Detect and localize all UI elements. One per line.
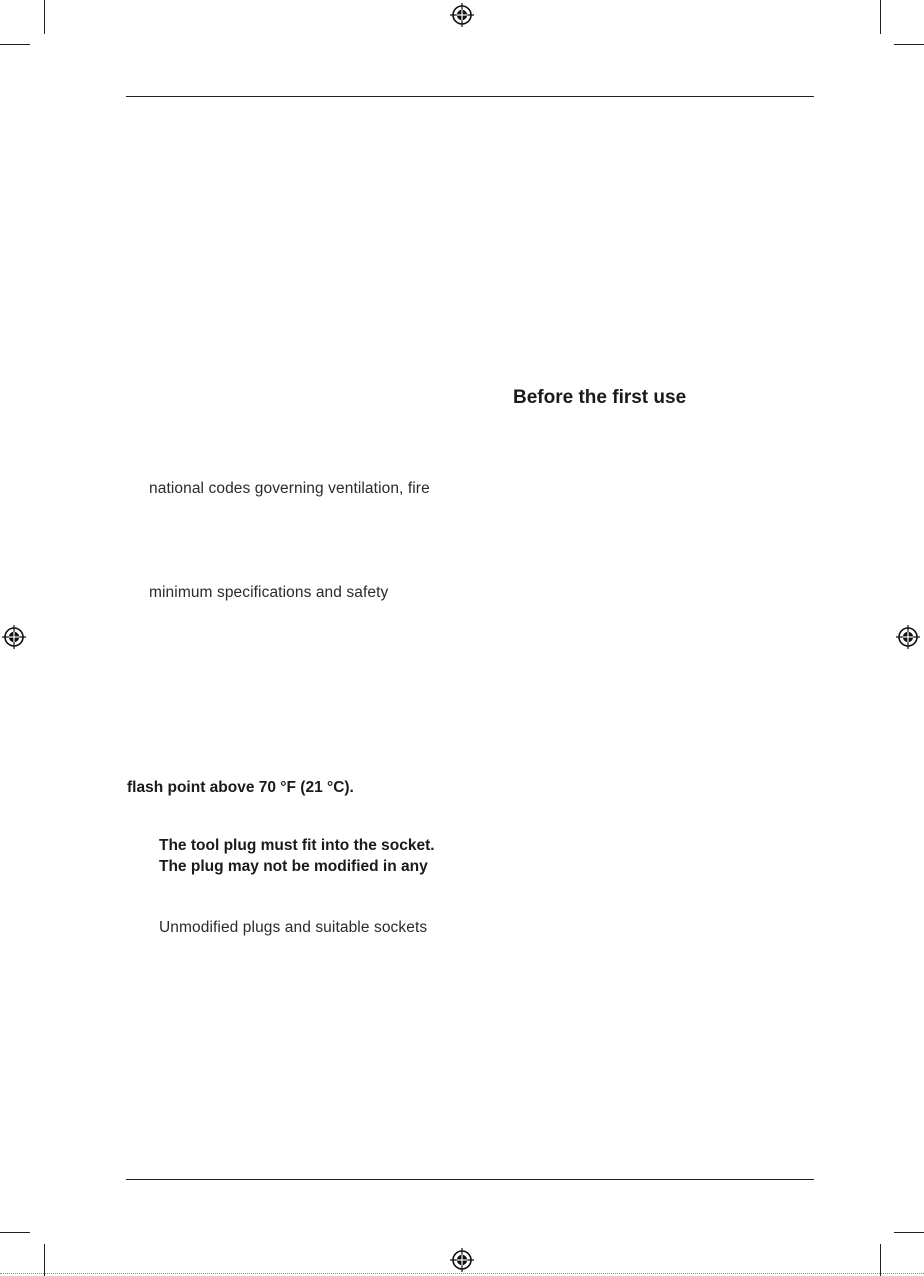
crop-mark-top-right-vertical bbox=[880, 0, 881, 34]
header-rule bbox=[126, 96, 814, 97]
bold-text-line: The tool plug must fit into the socket. bbox=[159, 837, 435, 854]
footer-rule bbox=[126, 1179, 814, 1180]
crop-mark-bottom-right-vertical bbox=[880, 1244, 881, 1276]
registration-mark-icon bbox=[896, 625, 920, 649]
bold-text-line: flash point above 70 °F (21 °C). bbox=[127, 779, 354, 796]
body-text-line: minimum specifications and safety bbox=[149, 584, 389, 601]
registration-mark-icon bbox=[450, 1248, 474, 1272]
crop-mark-bottom-left-horizontal bbox=[0, 1232, 30, 1233]
crop-mark-bottom-left-vertical bbox=[44, 1244, 45, 1276]
crop-mark-top-left-vertical bbox=[44, 0, 45, 34]
registration-mark-icon bbox=[2, 625, 26, 649]
crop-mark-top-left-horizontal bbox=[0, 44, 30, 45]
body-text-line: Unmodified plugs and suitable sockets bbox=[159, 919, 428, 936]
crop-mark-bottom-right-horizontal bbox=[894, 1232, 924, 1233]
body-text-line: national codes governing ventilation, fire bbox=[149, 480, 430, 497]
bold-text-line: The plug may not be modified in any bbox=[159, 858, 428, 875]
section-heading: Before the first use bbox=[513, 387, 687, 408]
trim-line-bottom bbox=[0, 1273, 924, 1274]
registration-mark-icon bbox=[450, 3, 474, 27]
crop-mark-top-right-horizontal bbox=[894, 44, 924, 45]
